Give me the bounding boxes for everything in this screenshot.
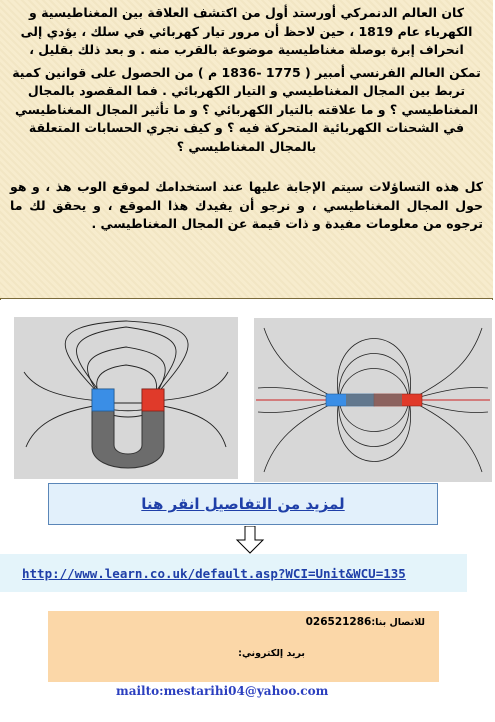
- image-section: [0, 300, 493, 720]
- intro-paragraph-ampere: تمكن العالم الفرنسي أمبير ( 1775 -1836 م ) من الحصول على قوانين كمية تربط بين المجال المغناطيسي و التيار الكهربائي . فما المقصود بالمجال المغناطيسي ؟ و ما علاقته بالتيار الكهربائي ؟ و ما تأثير المجال المغناطيسي في الشحنات الكهربائية المتحركة فيه ؟ و كيف نجري الحسابات المتعلقة بالمجال المغناطيسي ؟: [12, 64, 481, 154]
- phone-label: للاتصال بنا:: [371, 617, 425, 628]
- intro-paragraph-site-purpose: كل هذه التساؤلات سيتم الإجابة عليها عند استخدامك لموقع الوب هذ ، و هو حول المجال المغناطيسي ، و نرجو أن يفيدك هذا الموقع ، و يحقق لك ما ترجوه من معلومات مفيدة و ذات قيمة عن المجال المغناطيسي .: [10, 179, 483, 231]
- bar-magnet-image: [254, 318, 492, 482]
- url-box: [0, 554, 467, 592]
- intro-paragraph-oersted: كان العالم الدنمركي أورستد أول من اكتشف العلاقة بين المغناطيسية و الكهرباء عام 1819 ، حين لاحظ أن مرور تيار كهربائي في سلك ، يؤدي إلى انحراف إبرة بوصلة مغناطيسية موضوعة بالقرب منه . و بعد ذلك بقليل ،: [20, 5, 473, 57]
- phone-line: [306, 616, 425, 629]
- more-details-box[interactable]: [48, 483, 438, 525]
- horseshoe-magnet-image: [14, 317, 238, 479]
- phone-number: 026521286: [305, 616, 372, 628]
- more-details-link[interactable]: لمزيد من التفاصيل انقر هنا: [141, 495, 345, 513]
- email-mailto-link[interactable]: mailto:mestarihi04@yahoo.com: [116, 684, 329, 698]
- bar-magnet-field-diagram: [254, 318, 492, 482]
- email-label: بريد إلكتروني:: [238, 648, 305, 659]
- arrow-down-icon: [235, 526, 265, 554]
- horseshoe-magnet-field-diagram: [14, 317, 238, 479]
- learn-url-link[interactable]: http://www.learn.co.uk/default.asp?WCI=Unit&WCU=135: [22, 565, 406, 581]
- contact-box: [48, 611, 439, 682]
- intro-text-panel: [0, 0, 493, 299]
